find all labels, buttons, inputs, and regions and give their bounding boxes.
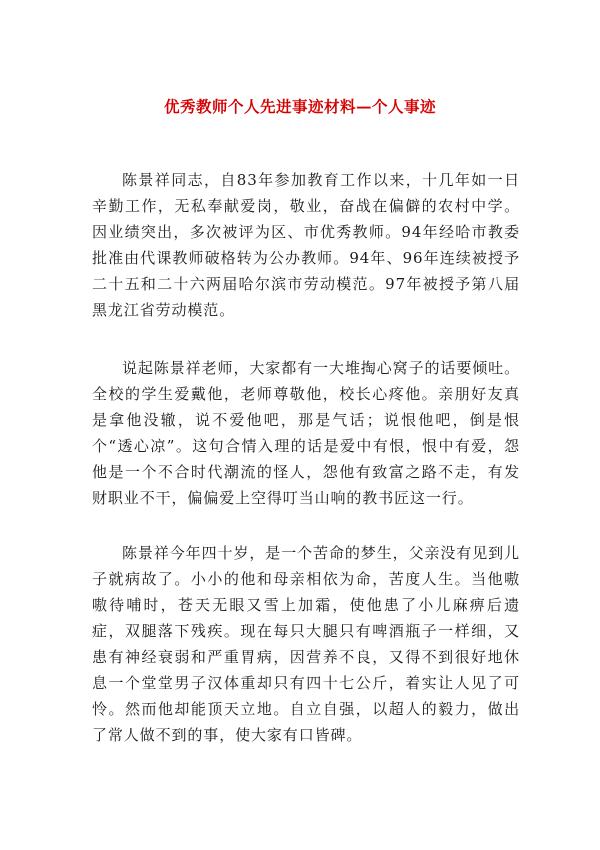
paragraph-1: 陈景祥同志，自83年参加教育工作以来，十几年如一日辛勤工作，无私奉献爱岗，敬业，奋战在偏僻的农村中学。因业绩突出，多次被评为区、市优秀教师。94年经哈市教委批准由代课教师破格转为公办教师。94年、96年连续被授予二十五和二十六两届哈尔滨市劳动模范。97年被授予第八届黑龙江省劳动模范。	[92, 171, 520, 319]
document-title: 优秀教师个人先进事迹材料—个人事迹	[163, 97, 436, 116]
document-body	[92, 167, 520, 780]
paragraph-3: 陈景祥今年四十岁，是一个苦命的梦生，父亲没有见到儿子就病故了。小小的他和母亲相依为命，苦度人生。当他嗷嗷待哺时，苍天无眼又雪上加霜，使他患了小儿麻痹后遗症，双腿落下残疾。现在每只大腿只有啤酒瓶子一样细，又患有神经衰弱和严重胃病，因营养不良，又得不到很好地休息一个堂堂男子汉体重却只有四十七公斤，着实让人见了可怜。然而他却能顶天立地。自立自强，以超人的毅力，做出了常人做不到的事，使大家有口皆碑。	[92, 544, 520, 744]
paragraph-2: 说起陈景祥老师，大家都有一大堆掏心窝子的话要倾吐。全校的学生爱戴他，老师尊敬他，校长心疼他。亲朋好友真是拿他没辙，说不爱他吧，那是气话；说恨他吧，倒是恨个“透心凉”。这句合情入理的话是爱中有恨，恨中有爱，怨他是一个不合时代潮流的怪人，怨他有致富之路不走，有发财职业不干，偏偏爱上空得叮当山响的教书匠这一行。	[92, 359, 520, 507]
